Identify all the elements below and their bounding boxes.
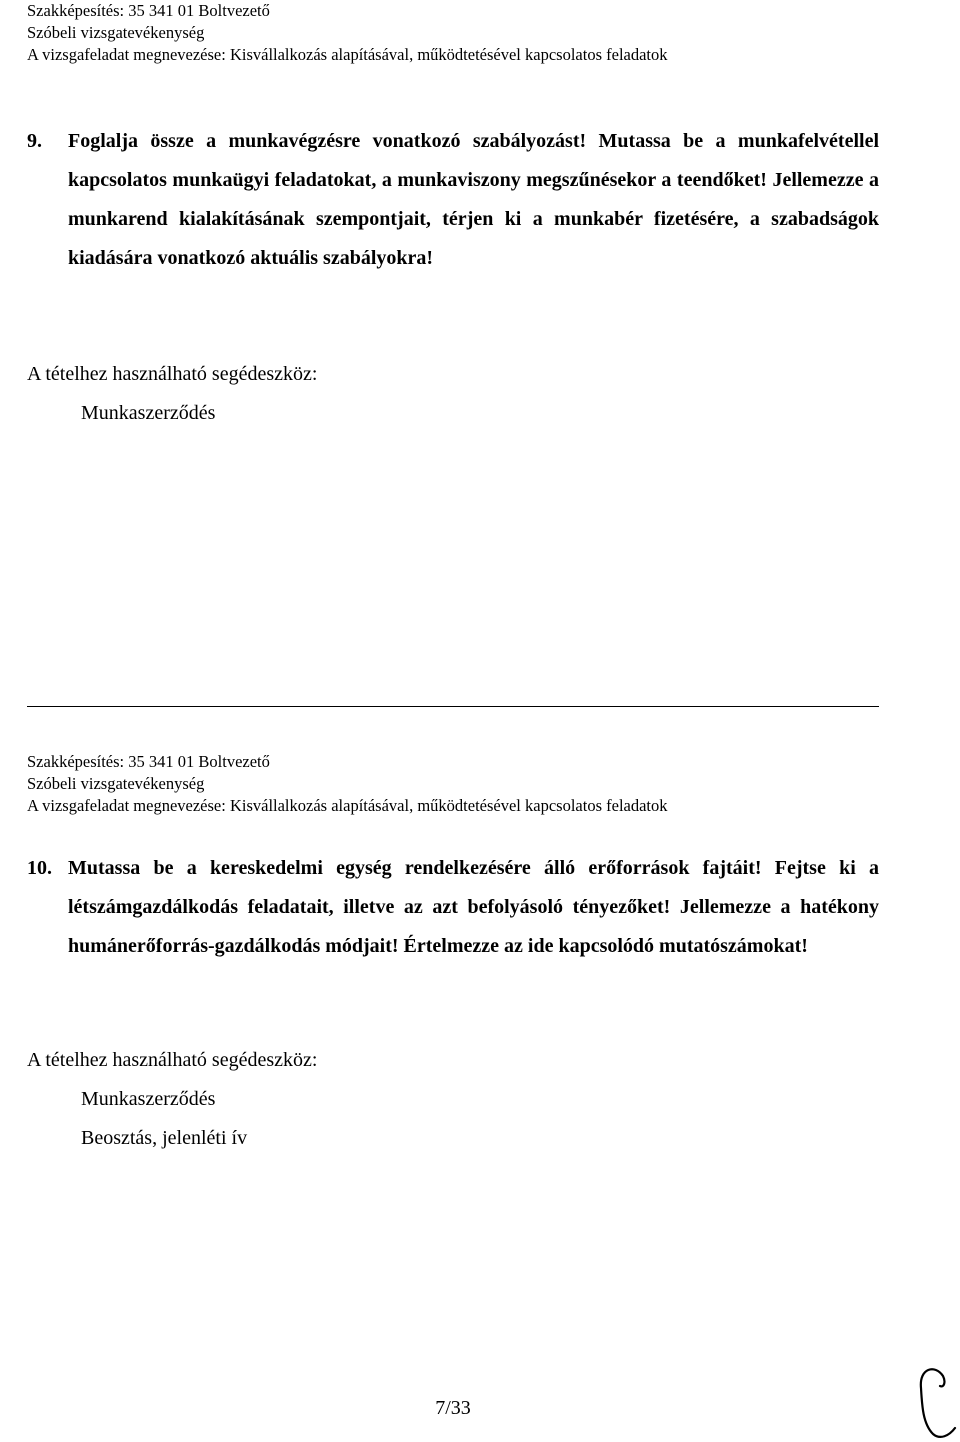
question-number: 9. [27,130,42,152]
aid-item: Munkaszerződés [81,402,216,424]
task-name-line: A vizsgafeladat megnevezése: Kisvállalkozás alapításával, működtetésével kapcsolatos feladatok [27,45,668,64]
aids-label: A tételhez használható segédeszköz: [27,1049,318,1071]
page-header-top [27,0,668,66]
page-number: 7/33 [435,1397,471,1419]
question-text: Mutassa be a kereskedelmi egység rendelkezésére álló erőforrások fajtáit! Fejtse ki a létszámgazdálkodás feladatait, illetve az azt befolyásoló tényezőket! Jellemezze a hatékony humánerőforrás-gazdálkodás módjait! Értelmezze az ide kapcsolódó mutatószámokat! [68,857,879,957]
question-number: 10. [27,857,52,879]
activity-line: Szóbeli vizsgatevékenység [27,23,205,42]
qualification-line: Szakképesítés: 35 341 01 Boltvezető [27,752,270,771]
aid-item: Beosztás, jelenléti ív [81,1127,248,1149]
page-header-second [27,751,668,817]
page-divider [27,706,879,707]
question-text: Foglalja össze a munkavégzésre vonatkozó szabályozást! Mutassa be a munkafelvétellel kapcsolatos munkaügyi feladatokat, a munkaviszony megszűnésekor a teendőket! Jellemezze a munkarend kialakításának szempontjait, térjen ki a munkabér fizetésére, a szabadságok kiadására vonatkozó aktuális szabályokra! [68,130,879,269]
aid-item: Munkaszerződés [81,1088,216,1110]
aids-label: A tételhez használható segédeszköz: [27,363,318,385]
qualification-line: Szakképesítés: 35 341 01 Boltvezető [27,1,270,20]
question-9 [27,122,879,278]
task-name-line: A vizsgafeladat megnevezése: Kisvállalkozás alapításával, működtetésével kapcsolatos feladatok [27,796,668,815]
activity-line: Szóbeli vizsgatevékenység [27,774,205,793]
handwritten-signature-icon [913,1362,958,1442]
question-10 [27,849,879,966]
